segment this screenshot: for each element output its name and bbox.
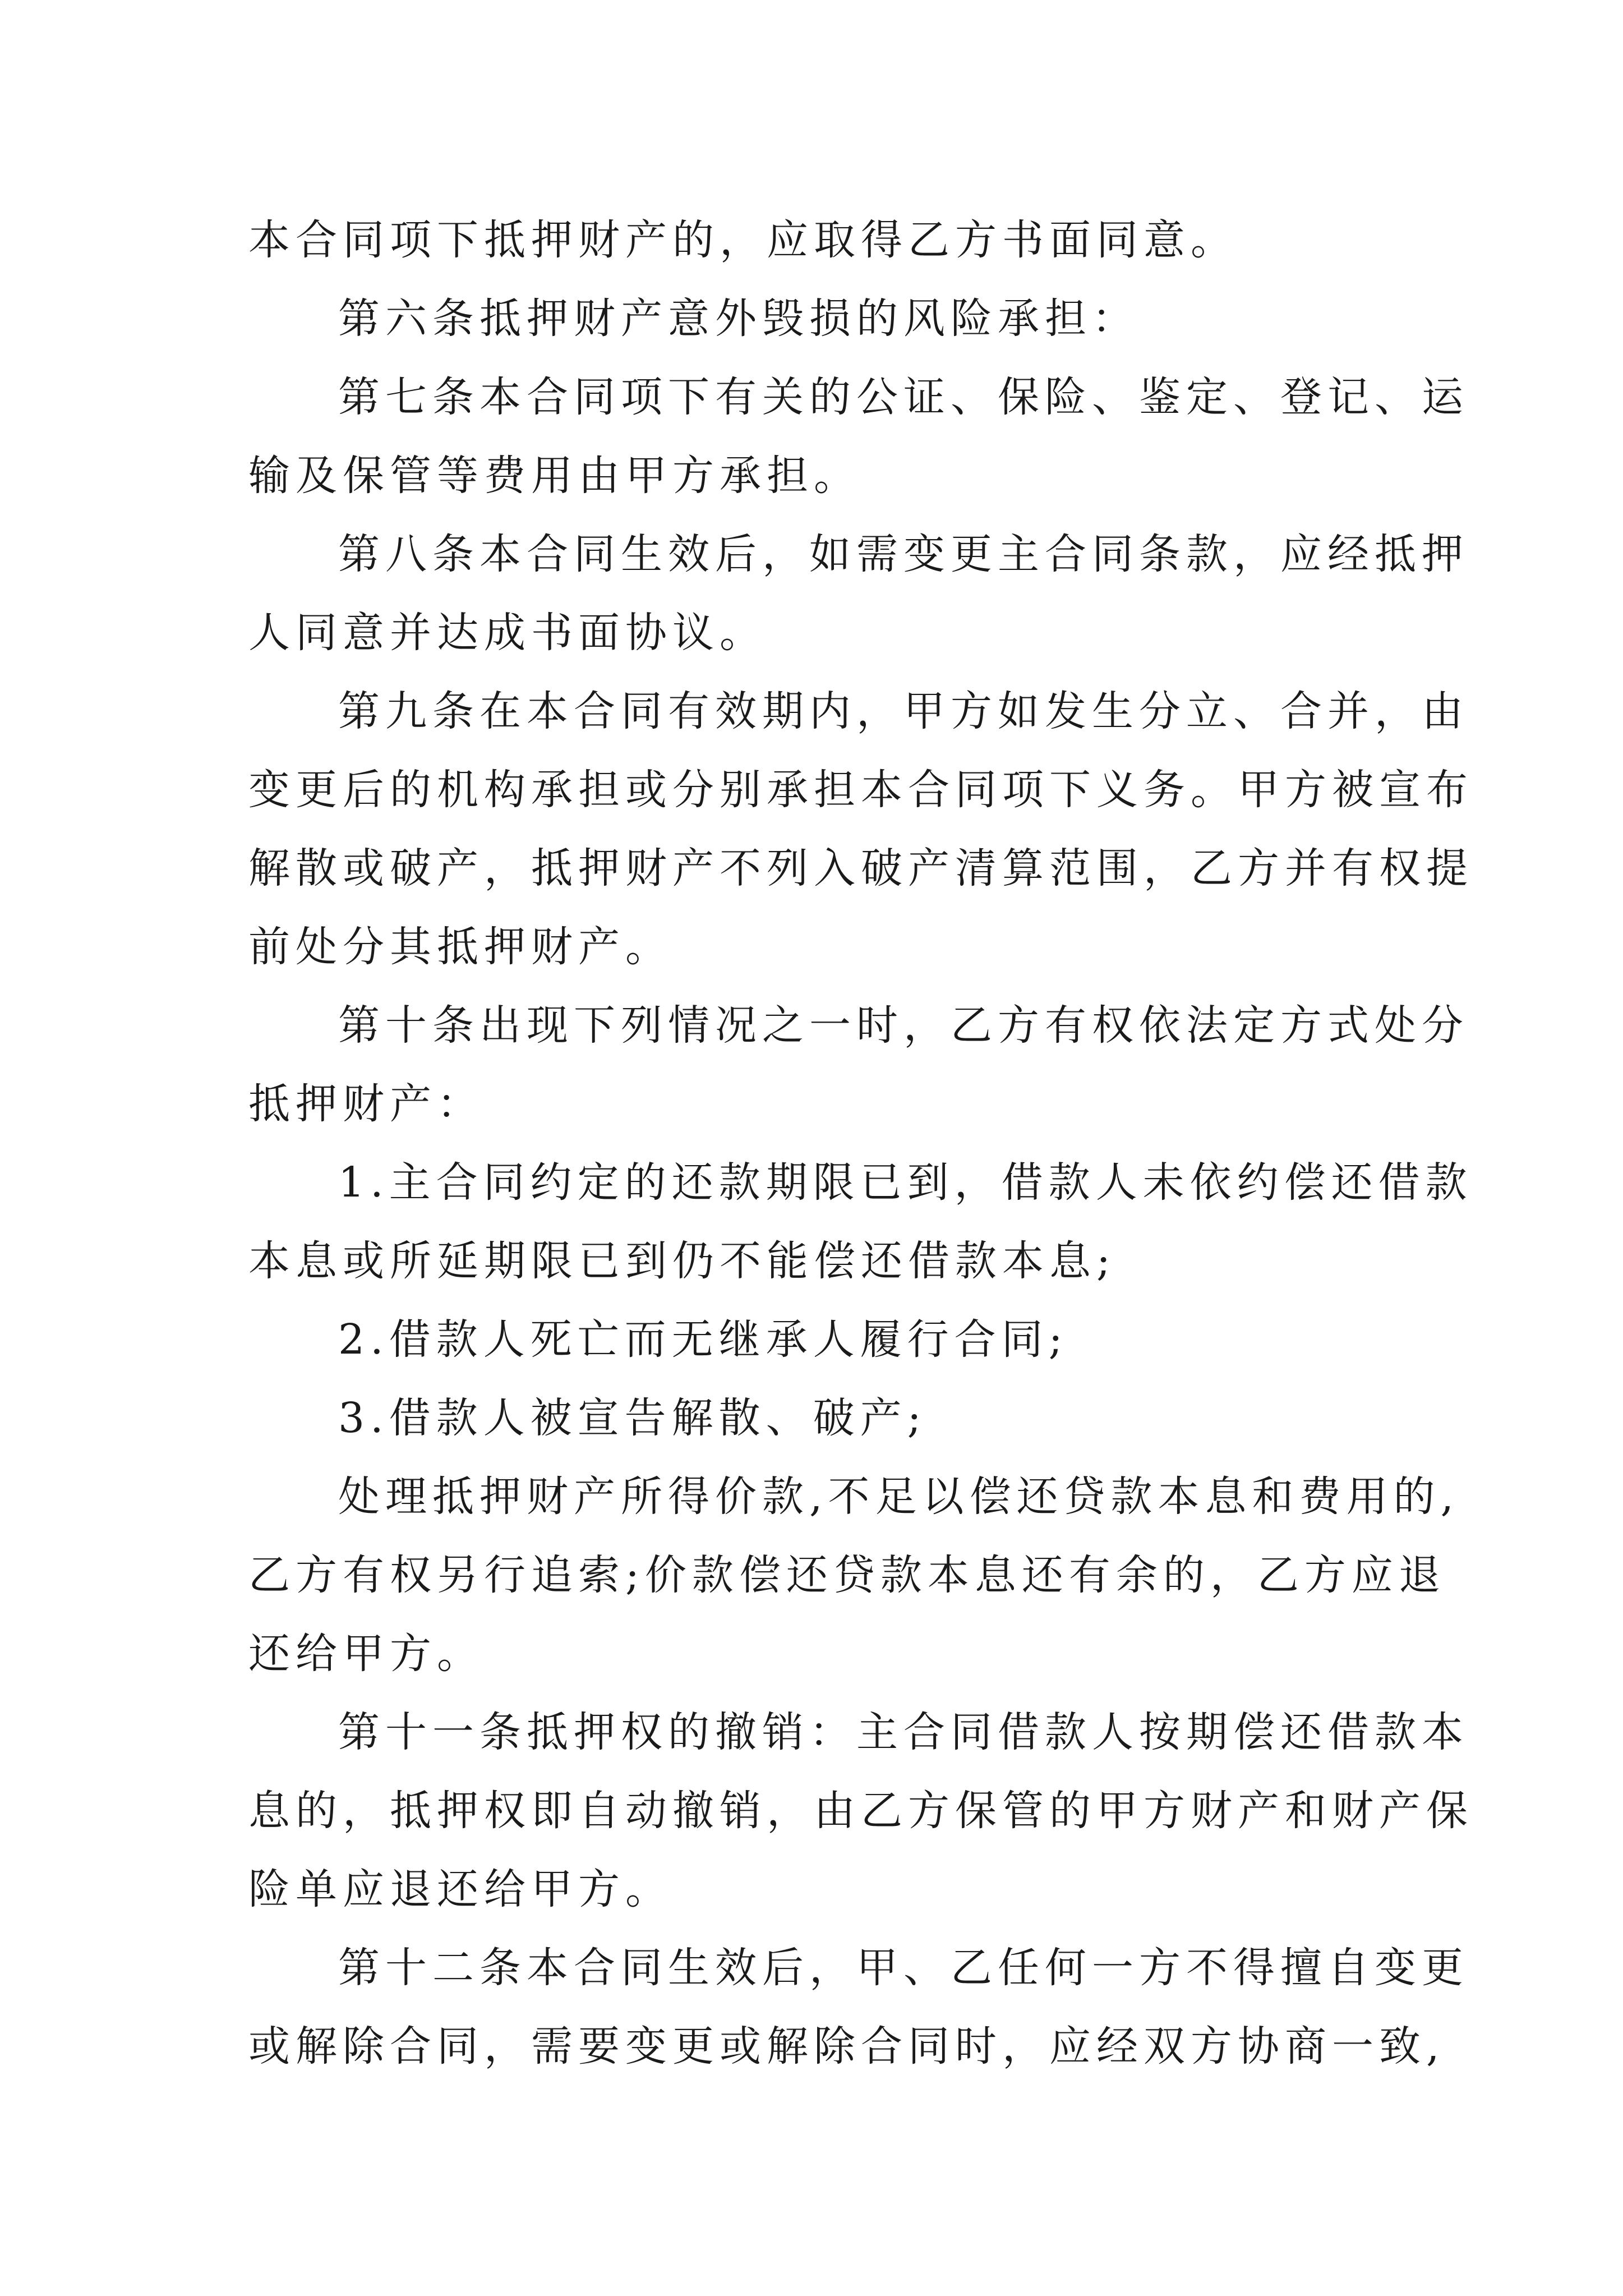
text-line: 第九条在本合同有效期内，甲方如发生分立、合并，由 <box>338 687 1469 735</box>
text-line: 输及保管等费用由甲方承担。 <box>248 452 861 500</box>
text-line: 第十一条抵押权的撤销：主合同借款人按期偿还借款本 <box>338 1708 1469 1756</box>
text-line: 第六条抵押财产意外毁损的风险承担： <box>338 295 1139 343</box>
text-line: 本合同项下抵押财产的，应取得乙方书面同意。 <box>248 216 1238 264</box>
text-line: 1.主合同约定的还款期限已到，借款人未依约偿还借款 <box>338 1158 1473 1207</box>
text-line: 险单应退还给甲方。 <box>248 1865 672 1913</box>
text-line: 2.借款人死亡而无继承人履行合同; <box>338 1315 1068 1364</box>
text-line: 处理抵押财产所得价款,不足以偿还贷款本息和费用的, <box>338 1473 1460 1521</box>
text-line: 还给甲方。 <box>248 1630 484 1678</box>
text-line: 变更后的机构承担或分别承担本合同项下义务。甲方被宣布 <box>248 766 1473 814</box>
text-line: 解散或破产，抵押财产不列入破产清算范围，乙方并有权提 <box>248 844 1473 892</box>
text-line: 或解除合同，需要变更或解除合同时，应经双方协商一致, <box>248 2022 1445 2070</box>
text-line: 本息或所延期限已到仍不能偿还借款本息; <box>248 1237 1116 1285</box>
text-line: 乙方有权另行追索;价款偿还贷款本息还有余的，乙方应退 <box>248 1551 1446 1599</box>
text-line: 第十二条本合同生效后，甲、乙任何一方不得擅自变更 <box>338 1944 1469 1992</box>
text-line: 第八条本合同生效后，如需变更主合同条款，应经抵押 <box>338 530 1469 578</box>
text-line: 抵押财产： <box>248 1080 484 1128</box>
text-line: 人同意并达成书面协议。 <box>248 609 767 657</box>
text-line: 息的，抵押权即自动撤销，由乙方保管的甲方财产和财产保 <box>248 1787 1473 1835</box>
text-line: 前处分其抵押财产。 <box>248 923 672 971</box>
text-line: 第七条本合同项下有关的公证、保险、鉴定、登记、运 <box>338 373 1469 421</box>
text-line: 第十条出现下列情况之一时，乙方有权依法定方式处分 <box>338 1001 1469 1050</box>
text-line: 3.借款人被宣告解散、破产; <box>338 1394 927 1442</box>
